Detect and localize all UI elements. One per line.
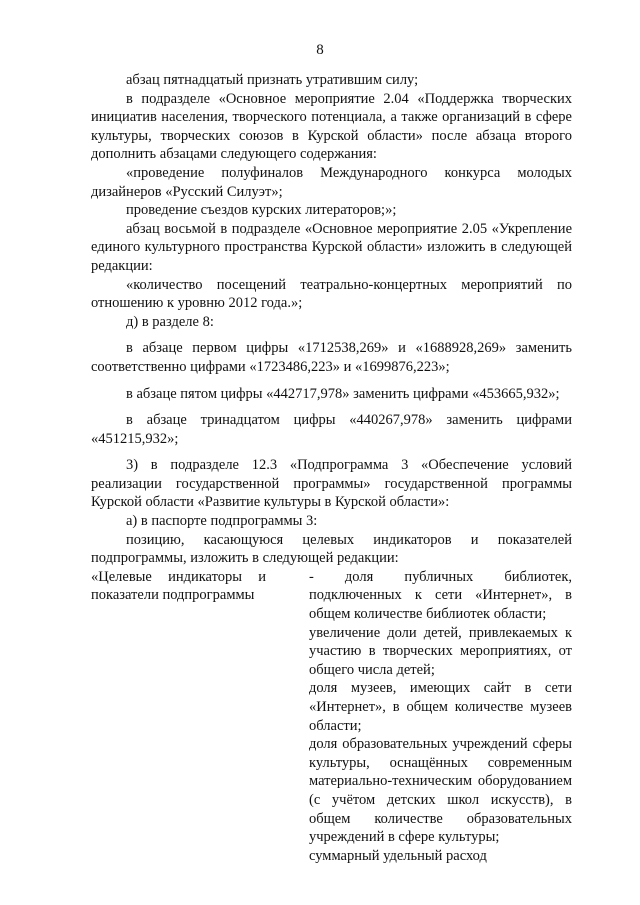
paragraph: а) в паспорте подпрограммы 3: (126, 513, 318, 530)
paragraph: в подразделе «Основное мероприятие 2.04 «Поддержка творческих инициатив населения, творческого потенциала, а также организаций в сфере культуры, творческих союзов в Курской области» после абзаца второго дополнить абзацами следующего содержания: (91, 90, 572, 163)
paragraph: в абзаце пятом цифры «442717,978» заменить цифрами «453665,932»; (126, 385, 560, 402)
table-right-cell (309, 568, 572, 866)
passport-table (91, 568, 572, 866)
paragraph: абзац пятнадцатый признать утратившим силу; (126, 72, 419, 88)
indicator-item: увеличение доли детей, привлекаемых к участию в творческих мероприятиях, от общего числа детей; (309, 624, 572, 678)
page-number: 8 (316, 42, 324, 58)
indicator-item: доля образовательных учреждений сферы культуры, оснащённых современным материально-техническим оборудованием (с учётом детских школ искусств), в общем количестве образовательных учреждений в сфере культуры; (309, 736, 572, 846)
paragraph: позицию, касающуюся целевых индикаторов и показателей подпрограммы, изложить в следующей редакции: (91, 531, 572, 567)
paragraph: «проведение полуфиналов Международного конкурса молодых дизайнеров «Русский Силуэт»; (91, 164, 572, 200)
indicator-item: - доля публичных библиотек, подключенных к сети «Интернет», в общем количестве библиотек области; (309, 568, 572, 623)
table-left-cell: «Целевые индикаторы и показатели подпрограммы (91, 568, 266, 604)
paragraph: абзац восьмой в подразделе «Основное мероприятие 2.05 «Укрепление единого культурного пространства Курской области» изложить в следующей редакции: (91, 220, 572, 274)
paragraph: в абзаце первом цифры «1712538,269» и «1688928,269» заменить соответственно цифрами «1723486,223» и «1699876,223»; (91, 340, 572, 375)
document-body (91, 71, 572, 865)
paragraph: д) в разделе 8: (126, 313, 214, 330)
paragraph: в абзаце тринадцатом цифры «440267,978» заменить цифрами «451215,932»; (91, 412, 572, 447)
indicator-item: суммарный удельный расход (309, 847, 487, 864)
indicator-item: доля музеев, имеющих сайт в сети «Интернет», в общем количестве музеев области; (309, 680, 572, 734)
paragraph: «количество посещений театрально-концертных мероприятий по отношению к уровню 2012 года.»; (91, 276, 572, 312)
paragraph: проведение съездов курских литераторов;»; (126, 202, 397, 219)
paragraph: 3) в подразделе 12.3 «Подпрограмма 3 «Обеспечение условий реализации государственной программы» государственной программы Курской области «Развитие культуры в Курской области»: (91, 457, 572, 511)
